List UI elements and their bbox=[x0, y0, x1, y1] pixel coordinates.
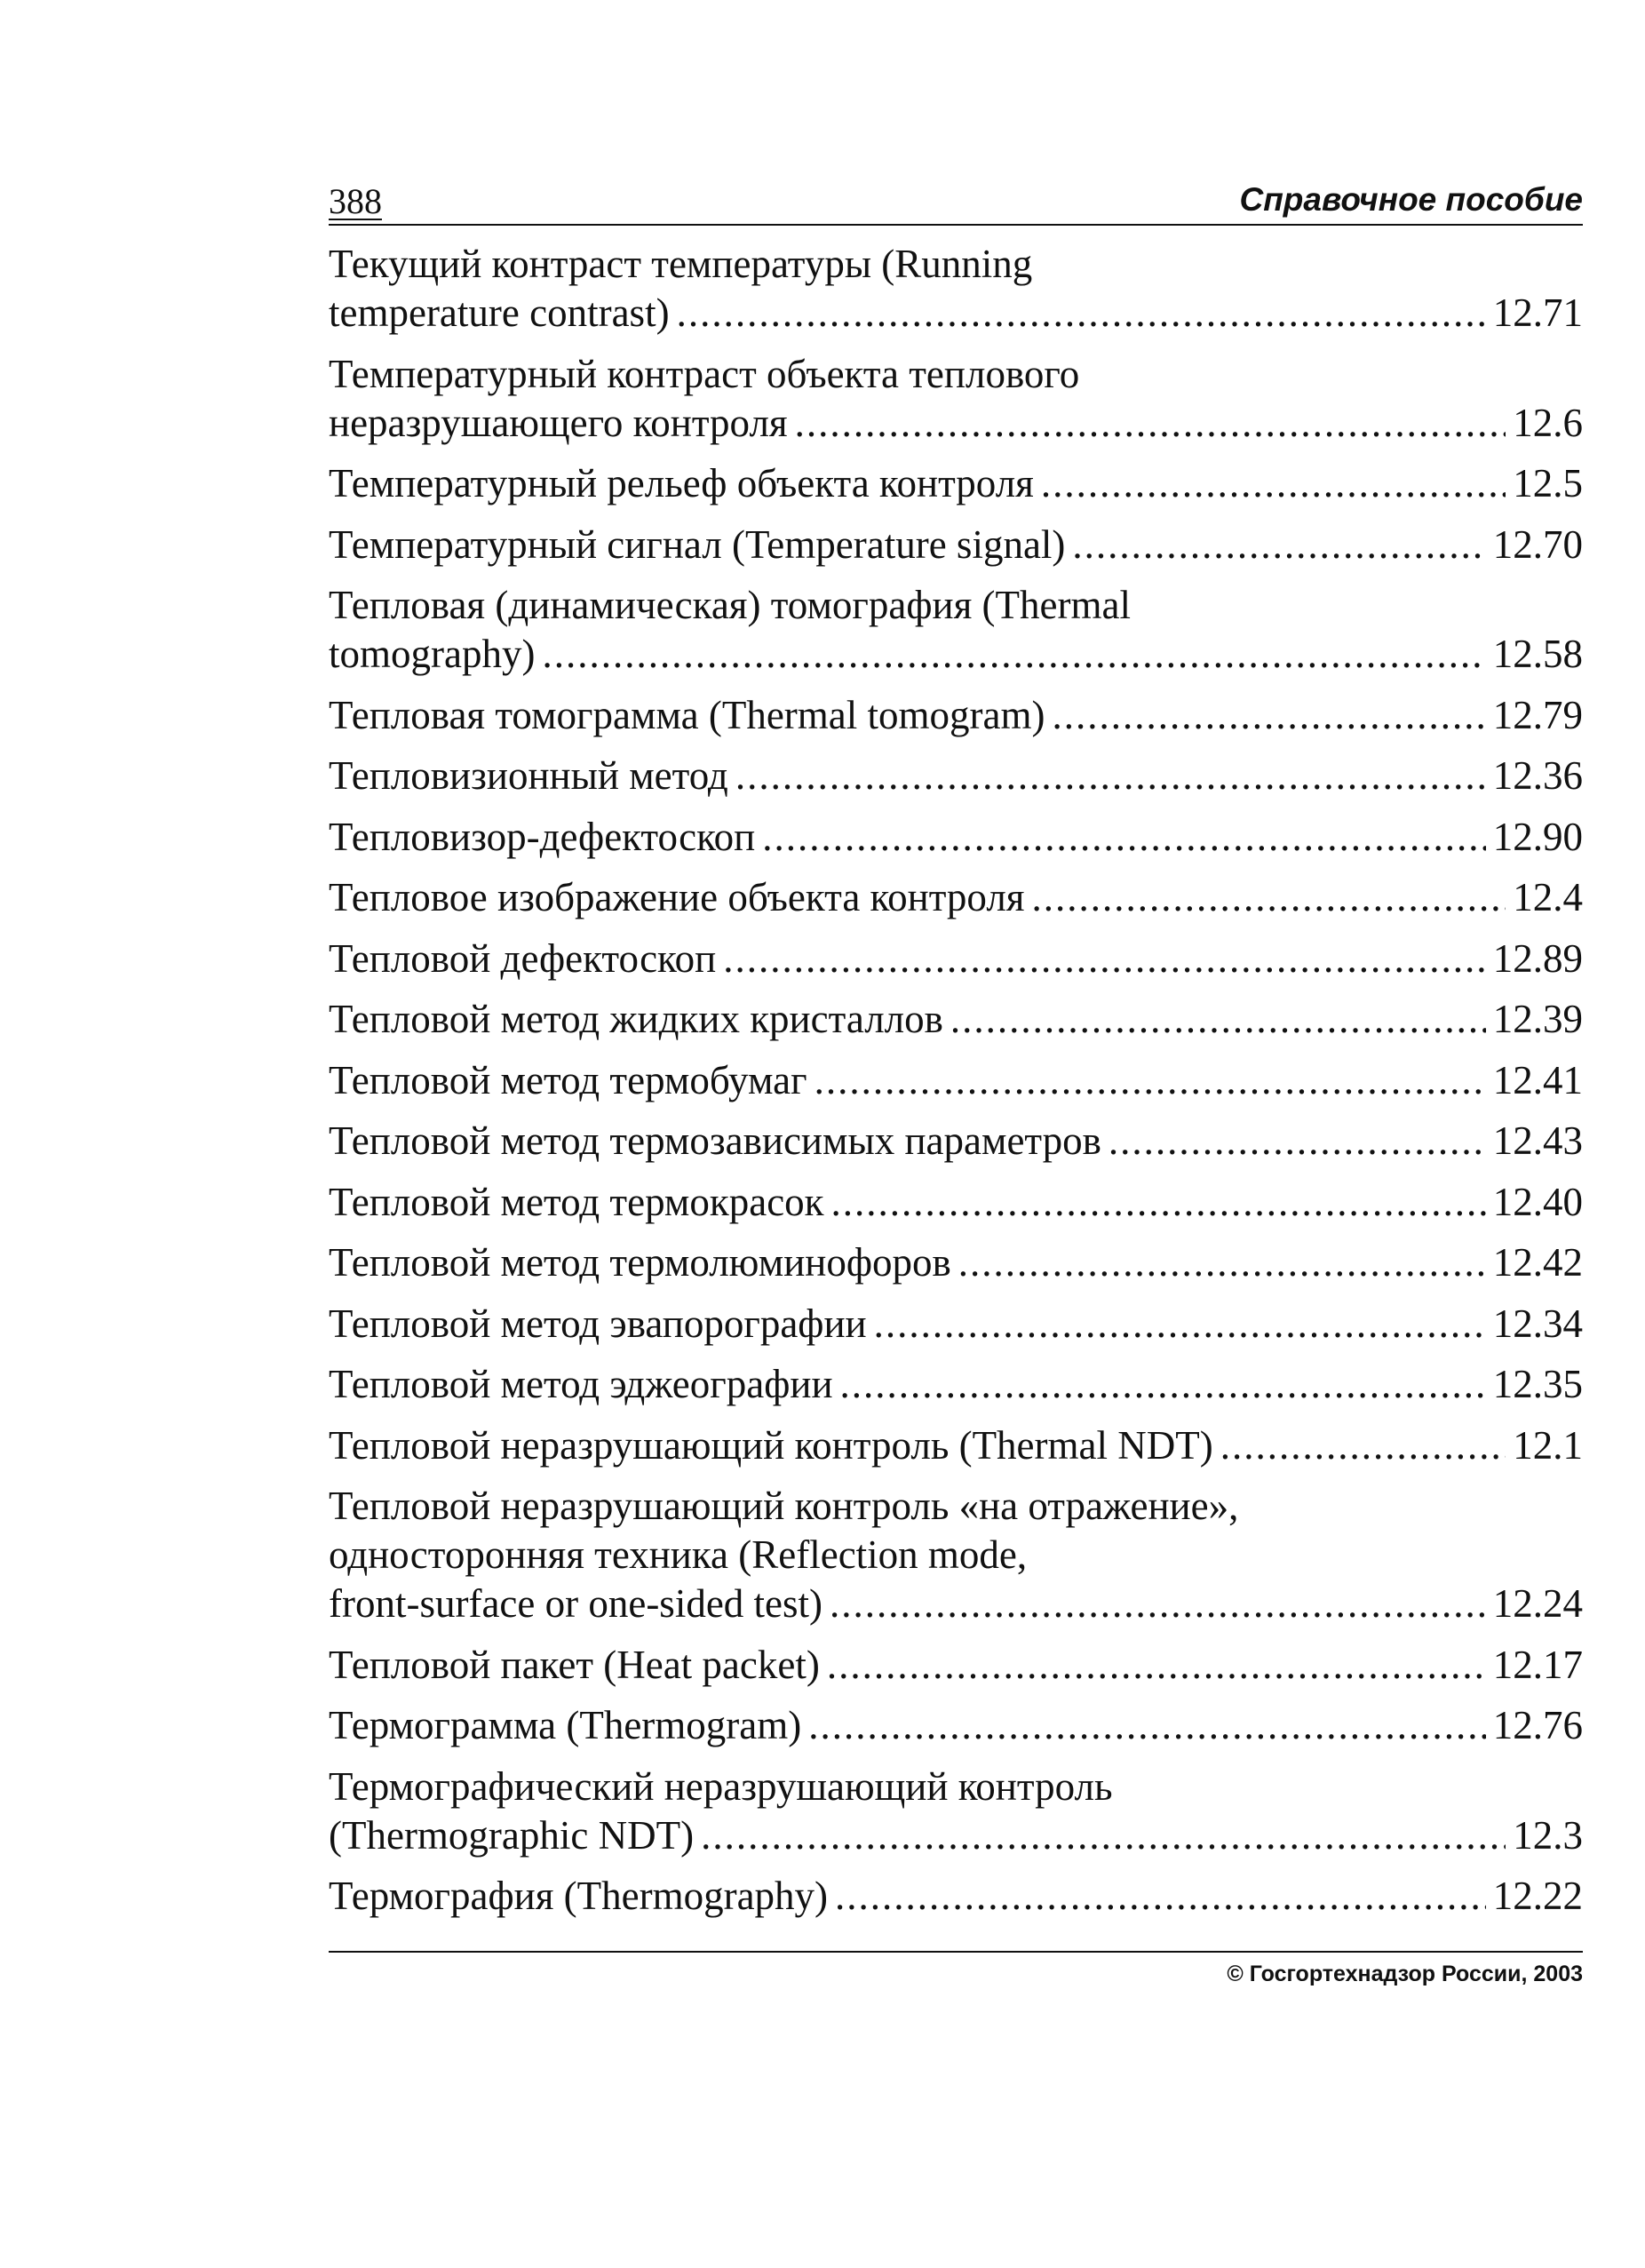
entry-text-line: Термограмма (Thermogram) bbox=[329, 1703, 802, 1747]
entry-last-line bbox=[329, 1872, 1583, 1921]
entry-reference: 12.34 bbox=[1492, 1301, 1583, 1346]
index-entry bbox=[329, 935, 1583, 983]
entry-last-line bbox=[329, 1238, 1583, 1287]
leader-dots bbox=[701, 1811, 1506, 1860]
leader-dots bbox=[840, 1360, 1486, 1409]
leader-dots bbox=[950, 995, 1486, 1044]
entry-reference: 12.22 bbox=[1492, 1874, 1583, 1918]
entry-text-line: Тепловая (динамическая) томография (Thermal bbox=[329, 583, 1131, 627]
entry-reference: 12.70 bbox=[1492, 521, 1583, 567]
index-entry bbox=[329, 1117, 1583, 1166]
entry-reference: 12.1 bbox=[1513, 1422, 1583, 1468]
index-entry bbox=[329, 691, 1583, 740]
entry-reference: 12.6 bbox=[1513, 400, 1583, 445]
entry-last-line bbox=[329, 873, 1583, 922]
entry-reference: 12.79 bbox=[1492, 692, 1583, 737]
index-entry bbox=[329, 1238, 1583, 1287]
entry-text-line: Тепловизор-дефектоскоп bbox=[329, 814, 756, 859]
entry-reference: 12.58 bbox=[1492, 632, 1583, 676]
index-entry bbox=[329, 1300, 1583, 1349]
entry-last-line bbox=[329, 813, 1583, 862]
entry-text-line: односторонняя техника (Reflection mode, bbox=[329, 1532, 1028, 1577]
entry-text-line: Тепловой метод эвапорографии bbox=[329, 1301, 867, 1346]
index-entry bbox=[329, 995, 1583, 1044]
entry-text-line: Тепловой неразрушающий контроль «на отражение», bbox=[329, 1484, 1239, 1528]
entry-last-line bbox=[329, 1580, 1583, 1628]
entry-last-line bbox=[329, 1421, 1583, 1470]
leader-dots bbox=[542, 630, 1485, 679]
entry-last-line bbox=[329, 1117, 1583, 1166]
entry-reference: 12.76 bbox=[1492, 1703, 1583, 1747]
entry-reference: 12.17 bbox=[1492, 1642, 1583, 1687]
entry-text-line: Температурный контраст объекта теплового bbox=[329, 351, 1080, 396]
leader-dots bbox=[723, 935, 1486, 983]
entry-reference: 12.40 bbox=[1492, 1179, 1583, 1224]
entry-text-line: tomography) bbox=[329, 632, 536, 676]
entry-text-line: неразрушающего контроля bbox=[329, 400, 788, 445]
entry-text-line: Тепловой метод эджеографии bbox=[329, 1362, 833, 1406]
index-entry bbox=[329, 873, 1583, 922]
page-header bbox=[329, 174, 1583, 226]
book-page bbox=[329, 0, 1583, 2268]
entry-last-line bbox=[329, 1641, 1583, 1690]
entry-text-line: Тепловой метод термозависимых параметров bbox=[329, 1118, 1101, 1163]
entry-last-line bbox=[329, 289, 1583, 338]
entry-last-line bbox=[329, 935, 1583, 983]
index-entry bbox=[329, 1056, 1583, 1105]
leader-dots bbox=[1220, 1421, 1506, 1470]
entry-reference: 12.41 bbox=[1492, 1057, 1583, 1102]
entry-text-line: (Thermographic NDT) bbox=[329, 1812, 695, 1858]
index-entry bbox=[329, 752, 1583, 800]
index-entry bbox=[329, 1872, 1583, 1921]
running-title: Справочное пособие bbox=[1239, 181, 1583, 218]
entry-reference: 12.42 bbox=[1492, 1240, 1583, 1285]
leader-dots bbox=[830, 1580, 1486, 1628]
entry-text-line: Тепловое изображение объекта контроля bbox=[329, 875, 1025, 919]
entry-reference: 12.39 bbox=[1492, 997, 1583, 1041]
leader-dots bbox=[815, 1056, 1486, 1105]
leader-dots bbox=[835, 1872, 1486, 1921]
entry-text-line: front-surface or one-sided test) bbox=[329, 1581, 823, 1626]
entry-reference: 12.43 bbox=[1492, 1118, 1583, 1163]
entry-last-line bbox=[329, 752, 1583, 800]
leader-dots bbox=[827, 1641, 1486, 1690]
index-entry bbox=[329, 1641, 1583, 1690]
entry-text-line: Температурный сигнал (Temperature signal) bbox=[329, 521, 1066, 567]
entry-text-line: Тепловая томограмма (Thermal tomogram) bbox=[329, 692, 1045, 737]
index-entry bbox=[329, 1701, 1583, 1750]
index-entry bbox=[329, 813, 1583, 862]
entry-reference: 12.24 bbox=[1492, 1581, 1583, 1626]
entry-text-line: Тепловой метод термокрасок bbox=[329, 1179, 824, 1224]
index-entry bbox=[329, 1178, 1583, 1227]
entry-last-line bbox=[329, 630, 1583, 679]
entry-text-line: Тепловизионный метод bbox=[329, 753, 728, 798]
leader-dots bbox=[1109, 1117, 1486, 1166]
copyright-notice: © Госгортехнадзор России, 2003 bbox=[1227, 1962, 1583, 1986]
entry-last-line bbox=[329, 1360, 1583, 1409]
index-entry bbox=[329, 240, 1583, 338]
leader-dots bbox=[1052, 691, 1485, 740]
entry-text-line: Тепловой метод жидких кристаллов bbox=[329, 997, 943, 1041]
index-entries bbox=[329, 240, 1583, 1933]
entry-last-line bbox=[329, 691, 1583, 740]
index-entry bbox=[329, 1360, 1583, 1409]
leader-dots bbox=[762, 813, 1485, 862]
index-entry bbox=[329, 581, 1583, 679]
entry-text-line: temperature contrast) bbox=[329, 290, 670, 335]
leader-dots bbox=[831, 1178, 1486, 1227]
entry-text-line: Тепловой неразрушающий контроль (Thermal NDT) bbox=[329, 1422, 1213, 1468]
entry-last-line bbox=[329, 399, 1583, 448]
entry-reference: 12.71 bbox=[1492, 290, 1583, 335]
entry-last-line bbox=[329, 1300, 1583, 1349]
leader-dots bbox=[1072, 521, 1485, 569]
entry-reference: 12.35 bbox=[1492, 1362, 1583, 1406]
entry-last-line bbox=[329, 459, 1583, 508]
leader-dots bbox=[795, 399, 1506, 448]
index-entry bbox=[329, 459, 1583, 508]
leader-dots bbox=[1031, 873, 1506, 922]
entry-reference: 12.90 bbox=[1492, 814, 1583, 859]
entry-reference: 12.5 bbox=[1513, 461, 1583, 505]
entry-last-line bbox=[329, 1178, 1583, 1227]
page-number: 388 bbox=[329, 181, 382, 221]
leader-dots bbox=[735, 752, 1486, 800]
leader-dots bbox=[677, 289, 1486, 338]
entry-reference: 12.4 bbox=[1513, 875, 1583, 919]
entry-reference: 12.3 bbox=[1513, 1812, 1583, 1858]
leader-dots bbox=[1041, 459, 1506, 508]
index-entry bbox=[329, 521, 1583, 569]
entry-text-line: Тепловой пакет (Heat packet) bbox=[329, 1642, 820, 1687]
leader-dots bbox=[874, 1300, 1486, 1349]
entry-text-line: Термографический неразрушающий контроль bbox=[329, 1763, 1113, 1809]
leader-dots bbox=[958, 1238, 1486, 1287]
index-entry bbox=[329, 1482, 1583, 1628]
index-entry bbox=[329, 1763, 1583, 1860]
entry-last-line bbox=[329, 521, 1583, 569]
entry-text-line: Температурный рельеф объекта контроля bbox=[329, 461, 1034, 505]
index-entry bbox=[329, 1421, 1583, 1470]
entry-reference: 12.89 bbox=[1492, 935, 1583, 981]
entry-last-line bbox=[329, 1701, 1583, 1750]
entry-text-line: Тепловой дефектоскоп bbox=[329, 935, 717, 981]
footer-rule bbox=[329, 1951, 1583, 1953]
index-entry bbox=[329, 350, 1583, 448]
entry-text-line: Тепловой метод термолюминофоров bbox=[329, 1240, 951, 1285]
entry-text-line: Термография (Thermography) bbox=[329, 1874, 829, 1918]
leader-dots bbox=[808, 1701, 1486, 1750]
entry-last-line bbox=[329, 1811, 1583, 1860]
entry-reference: 12.36 bbox=[1492, 753, 1583, 798]
entry-last-line bbox=[329, 995, 1583, 1044]
entry-text-line: Текущий контраст температуры (Running bbox=[329, 242, 1033, 286]
entry-text-line: Тепловой метод термобумаг bbox=[329, 1057, 807, 1102]
entry-last-line bbox=[329, 1056, 1583, 1105]
